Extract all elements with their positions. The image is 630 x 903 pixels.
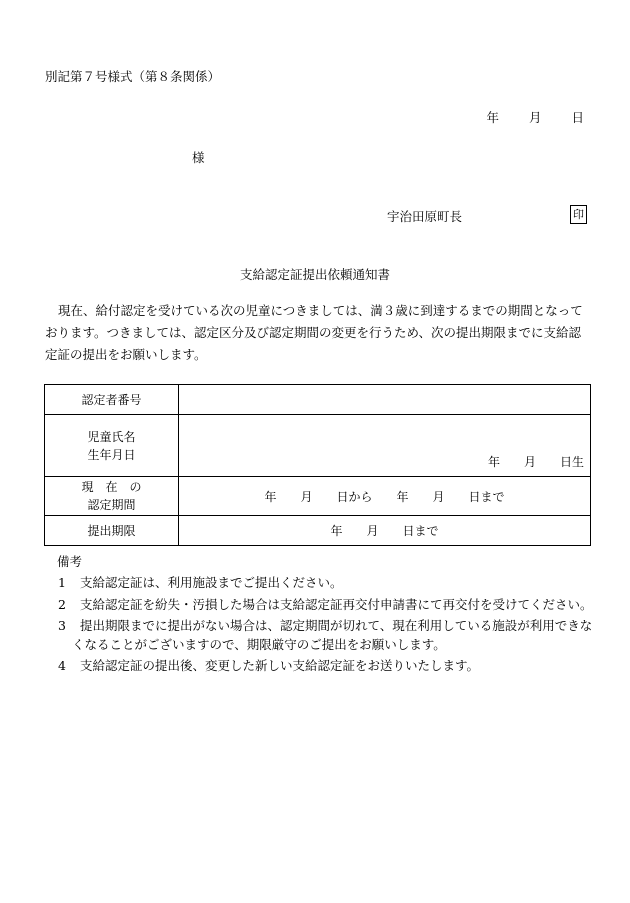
- table-row: [45, 415, 591, 477]
- remark-item: 4 支給認定証の提出後、変更した新しい支給認定証をお送りいたします。: [58, 658, 480, 673]
- addressee-suffix: 様: [192, 150, 205, 165]
- issue-date: [486, 108, 584, 126]
- form-identifier: 別記第７号様式（第８条関係）: [45, 69, 221, 84]
- birth-date-label: 生年月日: [87, 447, 136, 462]
- sender-name: 宇治田原町長: [387, 209, 463, 224]
- table-row: [45, 516, 591, 546]
- birth-date-template: 年 月 日生: [487, 455, 584, 469]
- current-period-label: [45, 477, 179, 516]
- date-year-label: 年: [486, 110, 499, 125]
- remarks-heading: 備考: [57, 554, 83, 569]
- current-period-value: 年 月 日から 年 月 日まで: [179, 477, 591, 516]
- certificate-number-value: [179, 385, 591, 415]
- remark-item-continuation: くなることがございますので、期限厳守のご提出をお願いします。: [72, 637, 446, 652]
- date-month-label: 月: [528, 110, 542, 125]
- table-row: [45, 477, 591, 516]
- current-period-label-line2: 認定期間: [87, 498, 136, 512]
- deadline-label: 提出期限: [45, 516, 179, 546]
- certificate-number-label: 認定者番号: [45, 385, 179, 415]
- seal-stamp: 印: [570, 205, 587, 224]
- body-paragraph: 現在、給付認定を受けている次の児童につきましては、満３歳に到達するまでの期間となっております。つきましては、認定区分及び認定期間の変更を行うため、次の提出期限までに支給認定証の提出をお願いします。: [45, 303, 583, 362]
- child-name-birth-label: [45, 415, 179, 477]
- child-name-label: 児童氏名: [87, 429, 136, 444]
- remark-item: 2 支給認定証を紛失・汚損した場合は支給認定証再交付申請書にて再交付を受けてください。: [58, 597, 593, 612]
- info-table: [44, 384, 591, 546]
- deadline-value: 年 月 日まで: [179, 516, 591, 546]
- remark-item: 1 支給認定証は、利用施設までご提出ください。: [58, 575, 343, 590]
- date-day-label: 日: [571, 110, 584, 125]
- document-title: 支給認定証提出依頼通知書: [239, 267, 390, 282]
- remark-item: 3 提出期限までに提出がない場合は、認定期間が切れて、現在利用している施設が利用できな: [58, 618, 593, 633]
- current-period-label-line1: 現 在 の: [81, 480, 142, 494]
- child-name-birth-value: [179, 415, 591, 477]
- table-row: [45, 385, 591, 415]
